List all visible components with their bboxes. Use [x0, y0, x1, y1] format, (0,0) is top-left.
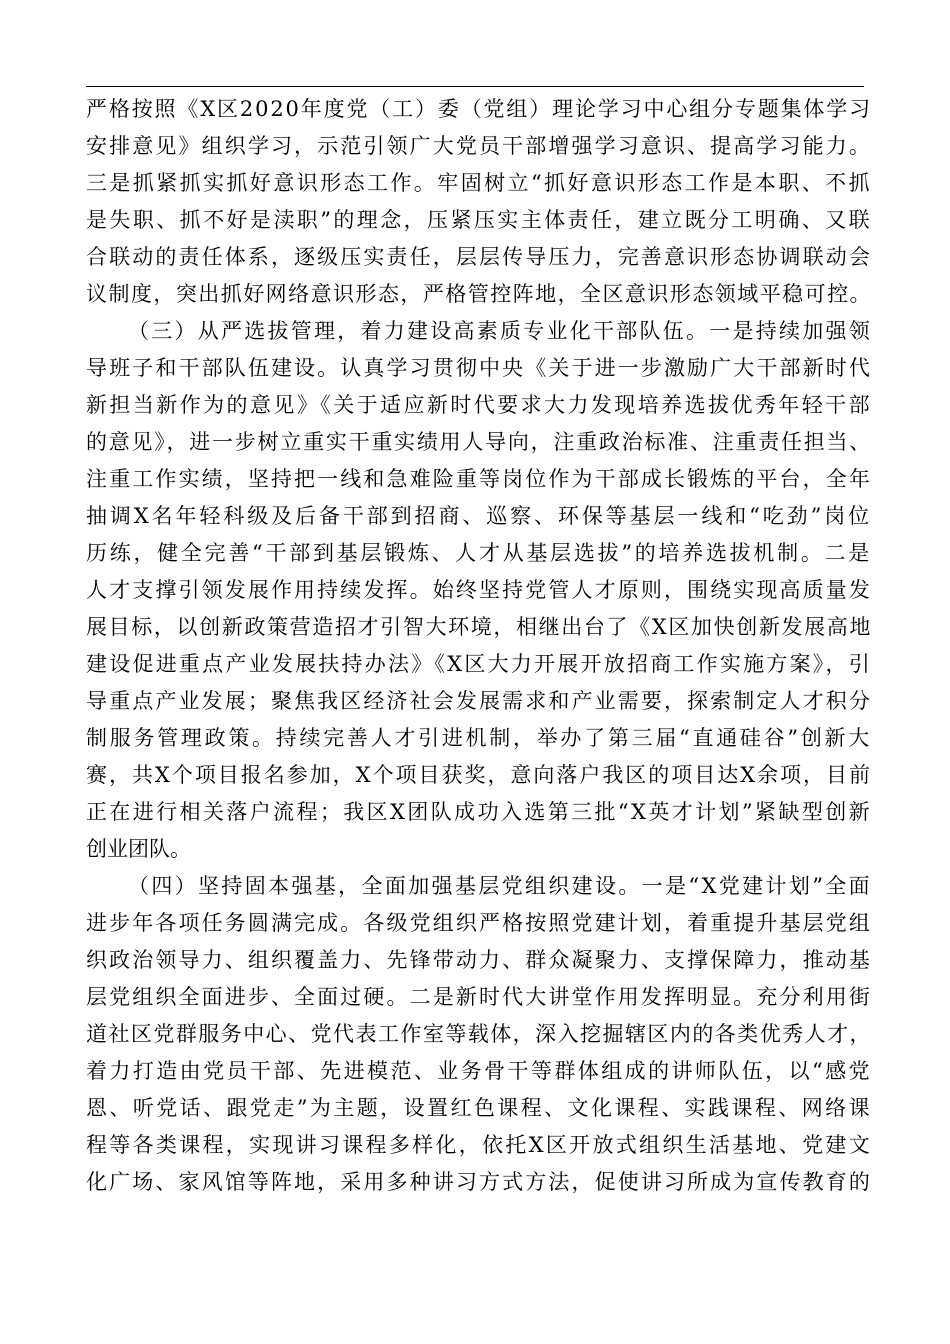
section-heading-line: （三）从严选拔管理，着力建设高素质专业化干部队伍。一是持续加强领 — [128, 319, 872, 343]
text-line: 正在进行相关落户流程；我区X团队成功入选第三批“X英才计划”紧缺型创新 — [86, 800, 872, 824]
text-line: 人才支撑引领发展作用持续发挥。始终坚持党管人才原则，围绕实现高质量发 — [86, 578, 872, 602]
text-line: 创业团队。 — [86, 837, 191, 861]
text-line: 恩、听党话、跟党走”为主题，设置红色课程、文化课程、实践课程、网络课 — [86, 1096, 872, 1120]
text-line: 严格按照《X区2020年度党（工）委（党组）理论学习中心组分专题集体学习 — [86, 97, 872, 121]
text-line: 道社区党群服务中心、党代表工作室等载体，深入挖掘辖区内的各类优秀人才， — [86, 1022, 872, 1046]
text-line: 层党组织全面进步、全面过硬。二是新时代大讲堂作用发挥明显。充分利用街 — [86, 985, 872, 1009]
text-line: 化广场、家风馆等阵地，采用多种讲习方式方法，促使讲习所成为宣传教育的 — [86, 1170, 872, 1194]
text-line: 赛，共X个项目报名参加，X个项目获奖，意向落户我区的项目达X余项，目前 — [86, 763, 872, 787]
text-line: 安排意见》组织学习，示范引领广大党员干部增强学习意识、提高学习能力。 — [86, 134, 872, 158]
text-line: 织政治领导力、组织覆盖力、先锋带动力、群众凝聚力、支撑保障力，推动基 — [86, 948, 872, 972]
text-line: 合联动的责任体系，逐级压实责任，层层传导压力，完善意识形态协调联动会 — [86, 245, 872, 269]
text-line: 着力打造由党员干部、先进模范、业务骨干等群体组成的讲师队伍，以“感党 — [86, 1059, 872, 1083]
text-line: 导班子和干部队伍建设。认真学习贯彻中央《关于进一步激励广大干部新时代 — [86, 356, 872, 380]
text-line: 导重点产业发展；聚焦我区经济社会发展需求和产业需要，探索制定人才积分 — [86, 689, 872, 713]
text-line: 三是抓紧抓实抓好意识形态工作。牢固树立“抓好意识形态工作是本职、不抓 — [86, 171, 872, 195]
text-line: 历练，健全完善“干部到基层锻炼、人才从基层选拔”的培养选拔机制。二是 — [86, 541, 872, 565]
text-line: 制服务管理政策。持续完善人才引进机制，举办了第三届“直通硅谷”创新大 — [86, 726, 872, 750]
text-line: 程等各类课程，实现讲习课程多样化，依托X区开放式组织生活基地、党建文 — [86, 1133, 872, 1157]
section-heading-line: （四）坚持固本强基，全面加强基层党组织建设。一是“X党建计划”全面 — [128, 874, 872, 898]
text-line: 抽调X名年轻科级及后备干部到招商、巡察、环保等基层一线和“吃劲”岗位 — [86, 504, 872, 528]
text-line: 是失职、抓不好是渎职”的理念，压紧压实主体责任，建立既分工明确、又联 — [86, 208, 872, 232]
text-line: 进步年各项任务圆满完成。各级党组织严格按照党建计划，着重提升基层党组 — [86, 911, 872, 935]
text-line: 建设促进重点产业发展扶持办法》《X区大力开展开放招商工作实施方案》，引 — [86, 652, 872, 676]
body-text — [86, 91, 872, 1201]
header-rule — [86, 86, 864, 87]
text-line: 议制度，突出抓好网络意识形态，严格管控阵地，全区意识形态领域平稳可控。 — [86, 282, 872, 306]
text-line: 注重工作实绩，坚持把一线和急难险重等岗位作为干部成长锻炼的平台，全年 — [86, 467, 872, 491]
text-line: 展目标，以创新政策营造招才引智大环境，相继出台了《X区加快创新发展高地 — [86, 615, 872, 639]
text-line: 的意见》，进一步树立重实干重实绩用人导向，注重政治标准、注重责任担当、 — [86, 430, 872, 454]
text-line: 新担当新作为的意见》《关于适应新时代要求大力发现培养选拔优秀年轻干部 — [86, 393, 872, 417]
